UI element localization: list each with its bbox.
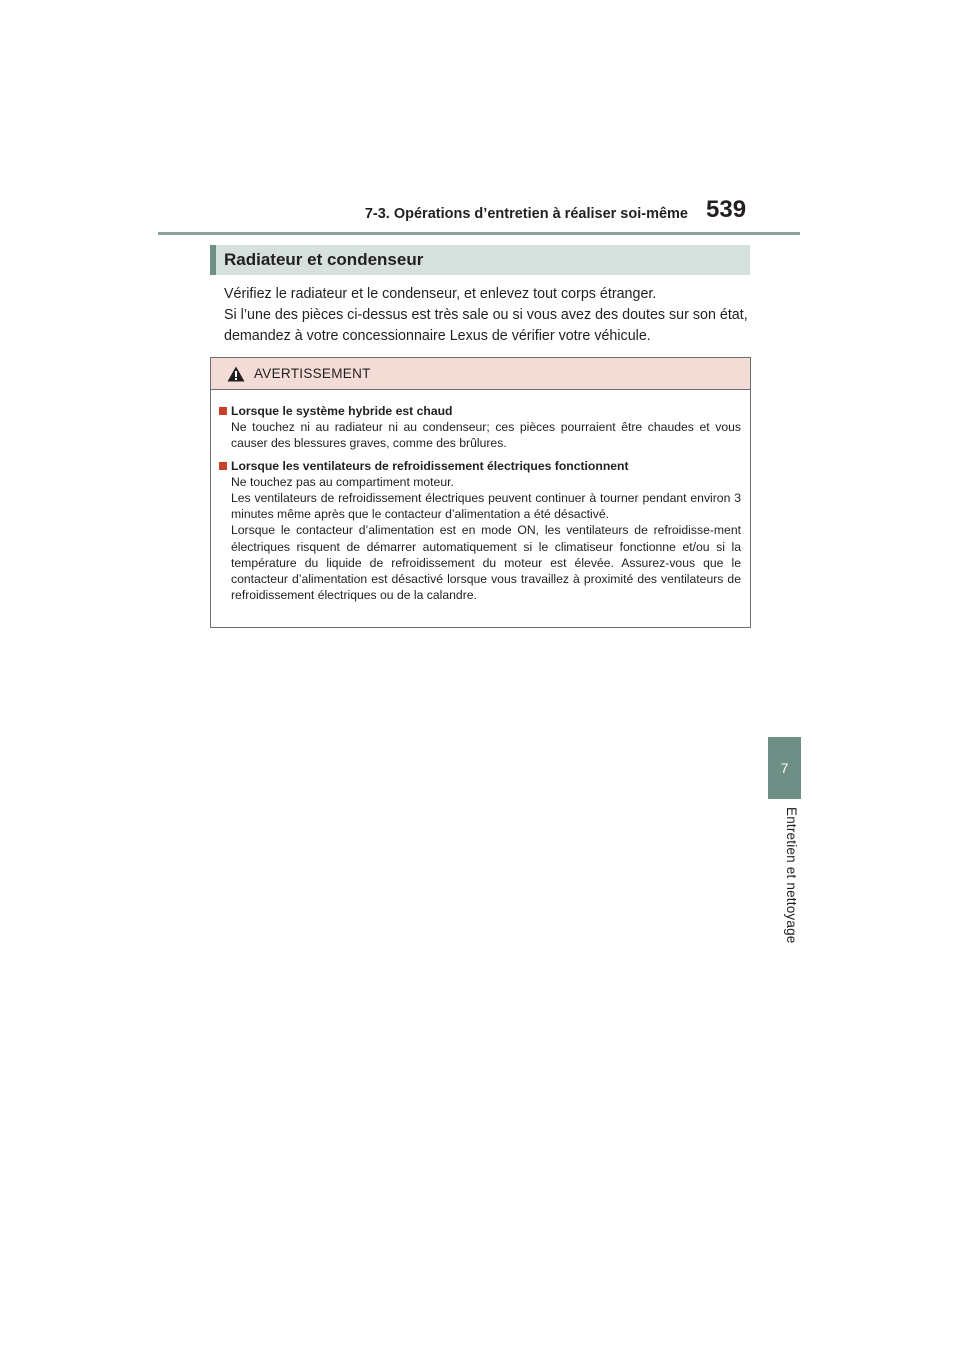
chapter-section-title: 7-3. Opérations d’entretien à réaliser soi-même [364, 206, 688, 222]
warning-box [210, 357, 751, 628]
warning-item-title-text: Lorsque les ventilateurs de refroidissement électriques fonctionnent [231, 458, 629, 473]
chapter-tab-label: Entretien et nettoyage [784, 807, 799, 944]
section-heading-accent-bar [210, 245, 216, 275]
chapter-tab[interactable]: 7 [768, 737, 801, 799]
paragraph: Si l’une des pièces ci-dessus est très sale ou si vous avez des doutes sur son état, demandez à votre concessionnaire Lexus de vérifier votre véhicule. [224, 307, 748, 344]
paragraph: Vérifiez le radiateur et le condenseur, et enlevez tout corps étranger. [224, 286, 657, 302]
section-heading-text: Radiateur et condenseur [224, 250, 424, 269]
warning-item-title-text: Lorsque le système hybride est chaud [231, 404, 453, 418]
bullet-square-icon [219, 407, 227, 415]
warning-content [219, 403, 741, 609]
warning-item-title [219, 403, 741, 419]
warning-title: AVERTISSEMENT [254, 366, 371, 381]
warning-line: Ne touchez pas au compartiment moteur. [231, 474, 454, 489]
bullet-square-icon [219, 462, 227, 470]
page-number: 539 [706, 196, 747, 223]
warning-item-title [219, 458, 741, 474]
header-divider [158, 232, 800, 235]
warning-item [219, 458, 741, 604]
warning-line: Ne touchez ni au radiateur ni au condenseur; ces pièces pourraient être chaudes et vous causer des blessures graves, comme des brûlures. [231, 420, 741, 451]
warning-header [211, 358, 750, 390]
warning-line: Lorsque le contacteur d’alimentation est en mode ON, les ventilateurs de refroidisse-ment électriques risquent de démarrer automatiquement si le climatiseur fonctionne et/ou si la température du liquide de refroidissement du moteur est élevée. Assurez-vous que le contacteur d’alimentation est désactivé lorsque vous travaillez à proximité des ventilateurs de refroidissement électriques ou de la calandre. [231, 523, 741, 603]
warning-item-body [219, 474, 741, 604]
warning-triangle-icon [227, 366, 245, 382]
section-heading [210, 245, 750, 275]
warning-item-body [219, 419, 741, 451]
warning-line: Les ventilateurs de refroidissement électriques peuvent continuer à tourner pendant environ 3 minutes même après que le contacteur d’alimentation a été désactivé. [231, 491, 741, 522]
section-body [224, 284, 748, 347]
warning-item [219, 403, 741, 452]
